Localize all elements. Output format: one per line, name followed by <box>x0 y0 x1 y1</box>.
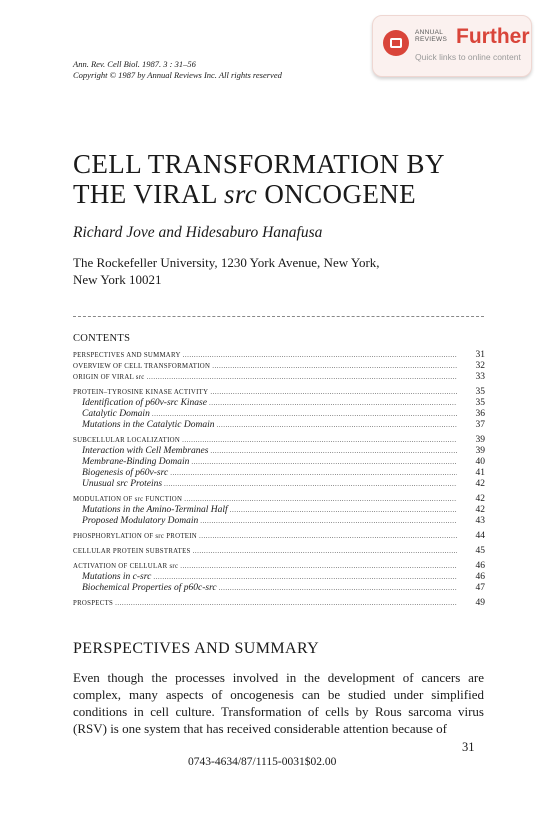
affiliation-line-2: New York 10021 <box>73 272 162 287</box>
toc-entry-page: 32 <box>475 361 485 371</box>
toc-leader-dots <box>191 457 457 468</box>
toc-leader-dots <box>216 420 457 431</box>
badge-quick-links-text: Quick links to online content <box>415 52 521 62</box>
table-of-contents <box>73 350 485 609</box>
toc-entry-label: MODULATION OF src FUNCTION <box>73 496 183 503</box>
toc-leader-dots <box>219 583 457 594</box>
toc-entry-label: Mutations in c-src <box>82 572 152 582</box>
toc-entry-label: Biochemical Properties of p60c-src <box>82 583 217 593</box>
toc-entry-label: Biogenesis of p60v-src <box>82 468 169 478</box>
toc-leader-dots <box>152 409 457 420</box>
toc-entry-label: Mutations in the Catalytic Domain <box>82 420 215 430</box>
toc-entry[interactable] <box>73 561 485 572</box>
toc-entry-label: Interaction with Cell Membranes <box>82 446 209 456</box>
annual-reviews-logo-icon <box>383 30 409 56</box>
toc-entry-label: PERSPECTIVES AND SUMMARY <box>73 352 181 359</box>
toc-leader-dots <box>115 598 457 609</box>
contents-heading: CONTENTS <box>73 333 131 344</box>
toc-entry-page: 46 <box>475 561 485 571</box>
toc-entry-page: 31 <box>475 350 485 360</box>
citation-line-2: Copyright © 1987 by Annual Reviews Inc. All rights reserved <box>73 70 282 80</box>
toc-entry[interactable] <box>73 435 485 446</box>
toc-leader-dots <box>199 531 457 542</box>
toc-entry[interactable] <box>73 387 485 398</box>
toc-leader-dots <box>147 372 457 383</box>
toc-entry-label: SUBCELLULAR LOCALIZATION <box>73 437 181 444</box>
toc-entry[interactable] <box>73 572 485 583</box>
title-line-2-end: ONCOGENE <box>257 179 417 209</box>
toc-entry[interactable] <box>73 598 485 609</box>
toc-entry-label: OVERVIEW OF CELL TRANSFORMATION <box>73 363 211 370</box>
citation-line-1: Ann. Rev. Cell Biol. 1987. 3 : 31–56 <box>73 59 196 69</box>
toc-entry-label: PHOSPHORYLATION OF src PROTEIN <box>73 533 197 540</box>
badge-further-text: Further <box>456 25 530 48</box>
toc-leader-dots <box>212 361 457 372</box>
toc-entry-page: 45 <box>475 546 485 556</box>
toc-entry-page: 36 <box>475 409 485 419</box>
toc-leader-dots <box>183 350 457 361</box>
toc-leader-dots <box>170 468 457 479</box>
toc-entry-label: PROSPECTS <box>73 600 114 607</box>
toc-leader-dots <box>200 516 457 527</box>
toc-entry-label: Proposed Modulatory Domain <box>82 516 199 526</box>
toc-leader-dots <box>164 479 457 490</box>
toc-entry-page: 44 <box>475 531 485 541</box>
toc-entry[interactable] <box>73 350 485 361</box>
toc-entry[interactable] <box>73 494 485 505</box>
title-line-1: CELL TRANSFORMATION BY <box>73 149 445 179</box>
toc-entry[interactable] <box>73 457 485 468</box>
section-heading: PERSPECTIVES AND SUMMARY <box>73 640 320 657</box>
toc-entry-label: Catalytic Domain <box>82 409 150 419</box>
annual-reviews-further-badge[interactable] <box>372 15 532 77</box>
toc-entry[interactable] <box>73 479 485 490</box>
toc-entry-label: ORIGIN OF VIRAL src <box>73 374 145 381</box>
toc-entry[interactable] <box>73 361 485 372</box>
toc-leader-dots <box>210 446 457 457</box>
toc-entry-page: 41 <box>475 468 485 478</box>
footer-code: 0743-4634/87/1115-0031$02.00 <box>188 756 337 768</box>
title-line-2 <box>73 179 445 209</box>
toc-leader-dots <box>182 435 457 446</box>
article-title <box>73 149 445 209</box>
toc-leader-dots <box>209 398 457 409</box>
toc-entry-page: 35 <box>475 398 485 408</box>
toc-entry-label: Mutations in the Amino-Terminal Half <box>82 505 228 515</box>
toc-entry-page: 42 <box>475 505 485 515</box>
toc-entry-page: 46 <box>475 572 485 582</box>
toc-entry[interactable] <box>73 446 485 457</box>
toc-entry-page: 37 <box>475 420 485 430</box>
toc-entry[interactable] <box>73 398 485 409</box>
toc-entry[interactable] <box>73 546 485 557</box>
toc-entry[interactable] <box>73 409 485 420</box>
toc-entry-page: 39 <box>475 446 485 456</box>
toc-entry-label: Identification of p60v-src Kinase <box>82 398 207 408</box>
authors: Richard Jove and Hidesaburo Hanafusa <box>73 224 323 241</box>
toc-entry-page: 33 <box>475 372 485 382</box>
toc-entry-page: 49 <box>475 598 485 608</box>
toc-leader-dots <box>153 572 457 583</box>
toc-entry-page: 42 <box>475 494 485 504</box>
toc-entry-page: 47 <box>475 583 485 593</box>
badge-annual-reviews-text: ANNUAL REVIEWS <box>415 29 448 43</box>
toc-entry-label: ACTIVATION OF CELLULAR src <box>73 563 179 570</box>
toc-entry[interactable] <box>73 505 485 516</box>
affiliation-line-1: The Rockefeller University, 1230 York Avenue, New York, <box>73 255 380 270</box>
journal-citation <box>73 59 282 81</box>
toc-entry[interactable] <box>73 468 485 479</box>
toc-entry-page: 39 <box>475 435 485 445</box>
toc-entry[interactable] <box>73 420 485 431</box>
toc-entry-label: Unusual src Proteins <box>82 479 163 489</box>
toc-entry-label: CELLULAR PROTEIN SUBSTRATES <box>73 548 191 555</box>
toc-leader-dots <box>184 494 457 505</box>
title-line-2-start: THE VIRAL <box>73 179 224 209</box>
toc-entry[interactable] <box>73 516 485 527</box>
affiliation <box>73 254 380 288</box>
toc-entry-page: 42 <box>475 479 485 489</box>
divider-rule <box>73 316 484 317</box>
toc-entry[interactable] <box>73 531 485 542</box>
title-src-italic: src <box>223 179 258 209</box>
toc-entry-label: PROTEIN–TYROSINE KINASE ACTIVITY <box>73 389 209 396</box>
toc-leader-dots <box>230 505 457 516</box>
body-paragraph: Even though the processes involved in the development of cancers are complex, many aspects of oncogenesis can be studied under simplified conditions in cell culture. Transformation of cells by Rous sarcoma virus (RSV) is one system that has received considerable attention because of <box>73 670 484 736</box>
toc-leader-dots <box>180 561 457 572</box>
page-number: 31 <box>462 740 475 754</box>
toc-entry-label: Membrane-Binding Domain <box>82 457 190 467</box>
toc-entry-page: 35 <box>475 387 485 397</box>
toc-entry-page: 43 <box>475 516 485 526</box>
toc-entry[interactable] <box>73 583 485 594</box>
toc-entry-page: 40 <box>475 457 485 467</box>
toc-leader-dots <box>210 387 457 398</box>
toc-leader-dots <box>193 546 457 557</box>
toc-entry[interactable] <box>73 372 485 383</box>
